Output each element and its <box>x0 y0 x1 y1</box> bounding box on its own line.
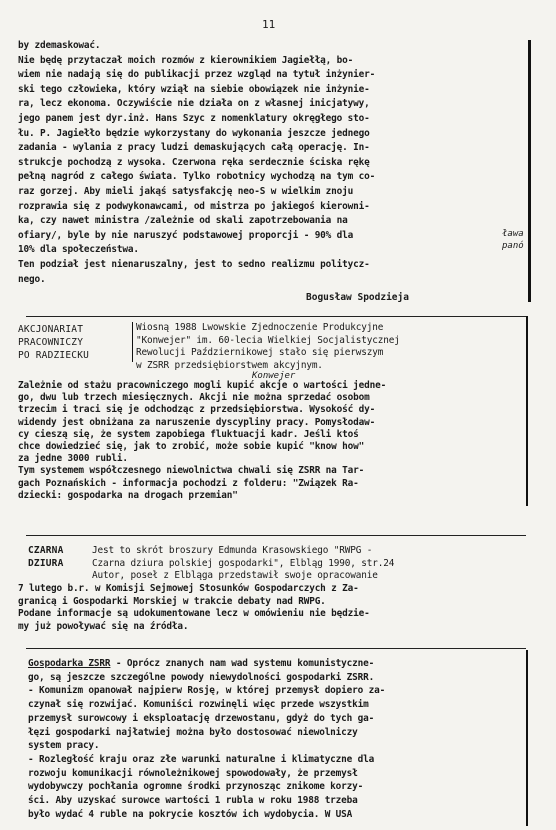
text-line: my już powoływać się na źródła. <box>18 620 189 632</box>
section-3-top-rule <box>26 535 526 536</box>
text-line: go, są jeszcze szczególne powody niewydolności gospodarki ZSRR. <box>28 671 375 683</box>
text-line: jego panem jest dyr.inż. Hans Szyc z nomenklatury okręgłego sto- <box>18 113 370 124</box>
text-line: Podane informacje są udokumentowane lecz w omówieniu nie będzie- <box>18 608 370 620</box>
section-4-lead-text: - Oprócz znanych nam wad systemu komunistyczne- <box>110 658 375 669</box>
text-line: nego. <box>18 273 46 285</box>
margin-rule-4 <box>526 650 528 826</box>
section-3-label-line-1: CZARNA <box>28 545 64 556</box>
text-line: rozwoju komunikacji równoleżnikowej spowodowały, że przemysł <box>28 767 358 779</box>
text-line: granicą i Gospodarki Morskiej w trakcie debaty nad RWPG. <box>18 595 326 607</box>
handwritten-note-1: ława <box>502 229 524 239</box>
text-line: Zależnie od stażu pracowniczego mogli kupić akcje o wartości jedne- <box>18 380 387 391</box>
text-line: było wydać 4 ruble na pokrycie kosztów ich wydobycia. W USA <box>28 808 353 820</box>
section-2-label-line-3: PO RADZIECKU <box>18 350 90 361</box>
intro-line: "Konwejer" im. 60-lecia Wielkiej Socjalistycznej <box>136 334 400 346</box>
text-line: przemysł surowcowy i eksploatację drzewostanu, gdyż do tych ga- <box>28 712 375 724</box>
text-line: - Komunizm opanował najpierw Rosję, w której przemysł dopiero za- <box>28 685 386 697</box>
section-2-label-line-1: AKCJONARIAT <box>18 324 84 335</box>
text-line: widendy jest obniżana za naruszenie dyscypliny pracy. Pomysłodaw- <box>18 416 376 428</box>
margin-rule-1 <box>528 40 531 302</box>
text-line: chce dowiedzieć się, jak to zrobić, może sobie kupić "know how" <box>18 441 365 452</box>
handwritten-insert: Konwejer <box>252 371 296 381</box>
text-line: ka, czy nawet ministra /zależnie od skali zapotrzebowania na <box>18 215 348 227</box>
text-line: strukcje pochodzą z wysoka. Czerwona ręka serdecznie ściska rękę <box>18 156 370 168</box>
text-line: Ten podział jest nienaruszalny, jest to sedno realizmu politycz- <box>18 259 370 270</box>
text-line: wiem nie nadają się do publikacji przez wzgląd na tytuł inżynier- <box>18 69 376 81</box>
intro-line: Czarna dziura polskiej gospodarki", Elbląg 1990, str.24 <box>92 557 395 569</box>
text-line: ra, lecz ekonoma. Oczywiście nie działa on z własnej inicjatywy, <box>18 98 370 110</box>
text-line: wydobywczy pochłania ogromne środki przynosząc znikome korzy- <box>28 781 364 793</box>
section-2-label-divider <box>132 322 133 362</box>
text-line: Nie będę przytaczał moich rozmów z kierownikiem Jagiełłą, bo- <box>18 54 354 66</box>
intro-line: Jest to skrót broszury Edmunda Krasowskiego "RWPG - <box>92 545 373 556</box>
text-line: system pracy. <box>28 740 100 752</box>
text-line: go, dwu lub trzech miesięcznych. Akcji nie można sprzedać osobom <box>18 392 370 404</box>
intro-line: Wiosną 1988 Lwowskie Zjednoczenie Produkcyjne <box>136 322 384 333</box>
text-line <box>28 658 374 670</box>
text-line: pełną nagród z całego świata. Tylko robotnicy wychodzą na tym co- <box>18 171 376 183</box>
text-line: dziecki: gospodarka na drogach przemian" <box>18 489 238 501</box>
text-line: za jedne 3000 rubli. <box>18 453 128 465</box>
intro-line: Rewolucji Październikowej stało się pierwszym <box>136 347 384 358</box>
text-line: gach Poznańskich - informacja pochodzi z folderu: "Związek Ra- <box>18 477 359 489</box>
text-line: Tym systemem współczesnego niewolnictwa chwali się ZSRR na Tar- <box>18 465 365 477</box>
page-number: 11 <box>262 18 276 31</box>
author-signature: Bogusław Spodzieja <box>306 292 409 303</box>
text-line: 10% dla społeczeństwa. <box>18 244 139 256</box>
text-line: - Rozległość kraju oraz złe warunki naturalne i klimatyczne dla <box>28 753 375 765</box>
section-4-heading: Gospodarka ZSRR <box>28 658 111 669</box>
text-line: ofiary/, byle by nie naruszyć podstawowej proporcji - 90% dla <box>18 229 354 241</box>
handwritten-note-2: panó <box>502 241 524 251</box>
text-line: czynał się rozwijać. Komuniści rozwinęli więc przede wszystkim <box>28 699 369 711</box>
margin-rule-2 <box>526 316 528 506</box>
section-2-label-line-2: PRACOWNICZY <box>18 337 84 348</box>
text-line: łu. P. Jagiełło będzie wykorzystany do wykonania jeszcze jednego <box>18 127 370 139</box>
text-line: zadania - wylania z pracy ludzi demaskujących całą operację. In- <box>18 142 370 154</box>
section-2-top-rule <box>26 316 526 317</box>
text-line: łęzi gospodarki najłatwiej można było dostosować niewolniczy <box>28 726 358 738</box>
text-line: rozprawia się z podwykonawcami, od mistrza po jakiegoś kierowni- <box>18 200 370 212</box>
intro-line: Autor, poseł z Elbląga przedstawił swoje opracowanie <box>92 570 378 582</box>
text-line: 7 lutego b.r. w Komisji Sejmowej Stosunków Gospodarczych z Za- <box>18 583 359 594</box>
section-4-top-rule <box>26 648 526 649</box>
text-line: raz gorzej. Aby mieli jakąś satysfakcję neo-S w wielkim znoju <box>18 186 354 197</box>
text-line: by zdemaskować. <box>18 40 101 51</box>
text-line: ski tego człowieka, który wziął na siebie obowiązek nie inżynie- <box>18 83 370 95</box>
text-line: ści. Aby uzyskać surowce wartości 1 rubla w roku 1988 trzeba <box>28 795 358 806</box>
section-3-label-line-2: DZIURA <box>28 558 64 569</box>
intro-line: w ZSRR przedsiębiorstwem akcyjnym. <box>136 359 323 371</box>
text-line: trzecim i traci się je odchodząc z przedsiębiorstwa. Wysokość dy- <box>18 404 376 416</box>
text-line: cy cieszą się, że system zapobiega fluktuacji kadr. Jeśli ktoś <box>18 428 359 440</box>
